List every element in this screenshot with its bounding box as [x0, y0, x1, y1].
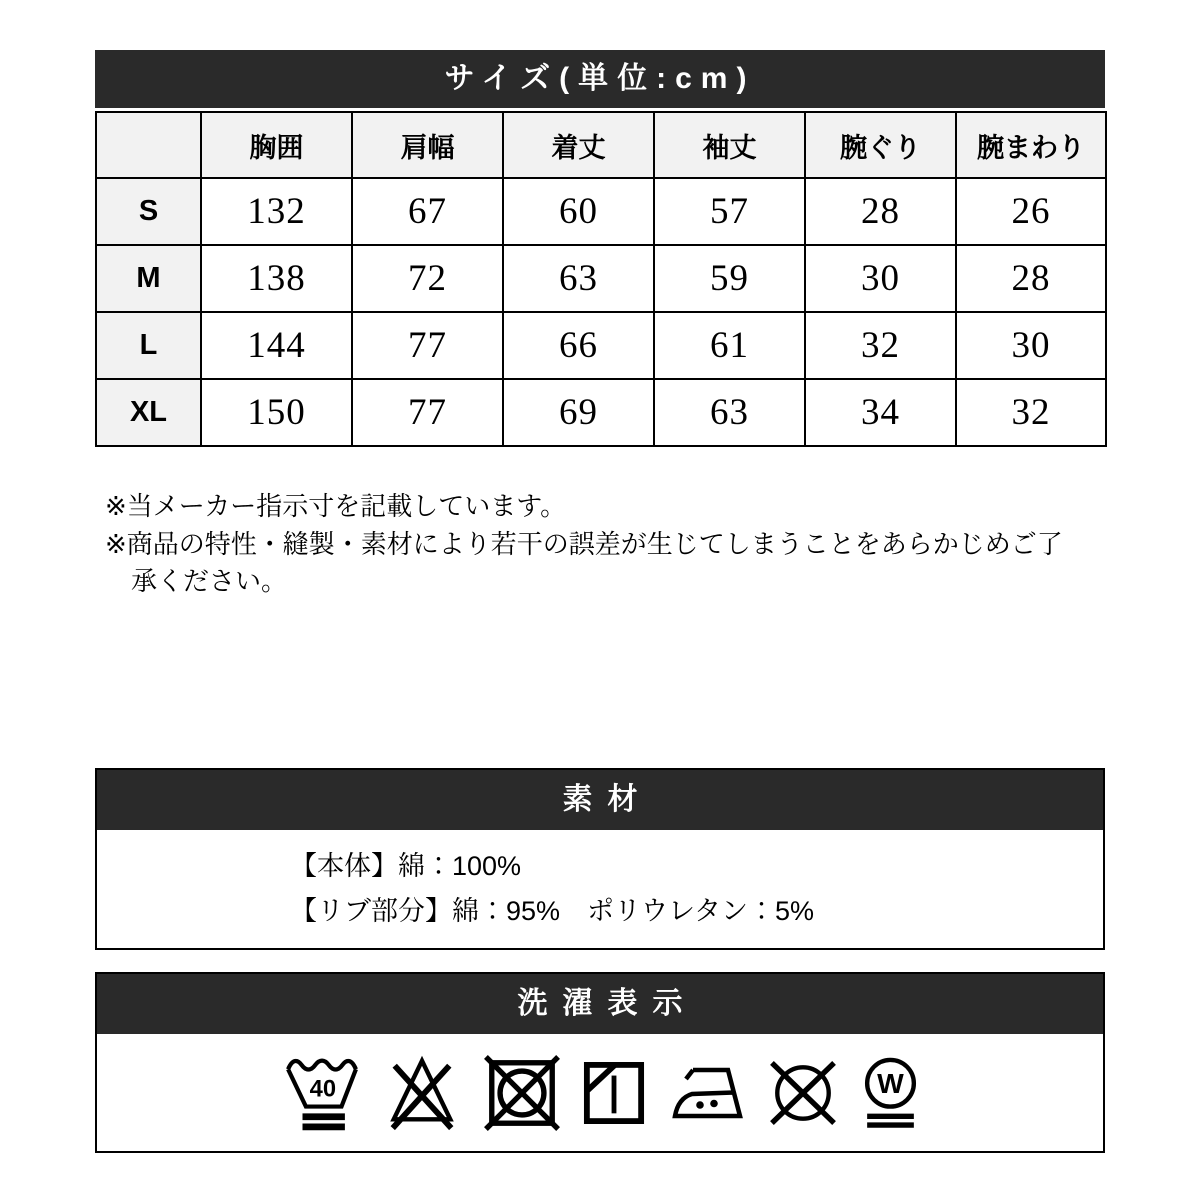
- iron-medium-icon: [667, 1065, 743, 1121]
- size-table-header-row: [96, 112, 1106, 178]
- size-value: 138: [201, 245, 352, 312]
- size-label: S: [96, 178, 201, 245]
- size-value: 67: [352, 178, 503, 245]
- laundry-section: [95, 972, 1105, 1153]
- column-header-chest: 胸囲: [201, 112, 352, 178]
- size-value: 63: [654, 379, 805, 446]
- do-not-bleach-icon: [383, 1054, 461, 1132]
- corner-cell: [96, 112, 201, 178]
- size-value: 150: [201, 379, 352, 446]
- size-value: 59: [654, 245, 805, 312]
- size-value: 66: [503, 312, 654, 379]
- column-header-sleeve: 袖丈: [654, 112, 805, 178]
- size-value: 26: [956, 178, 1106, 245]
- note-tolerance: [105, 526, 1125, 600]
- note-line: ※当メーカー指示寸を記載しています。: [105, 491, 567, 521]
- size-value: 72: [352, 245, 503, 312]
- material-title: 素材: [97, 770, 1103, 830]
- size-value: 77: [352, 312, 503, 379]
- size-row-m: [96, 245, 1106, 312]
- size-value: 28: [805, 178, 956, 245]
- size-value: 34: [805, 379, 956, 446]
- size-value: 32: [805, 312, 956, 379]
- size-row-xl: [96, 379, 1106, 446]
- size-value: 69: [503, 379, 654, 446]
- column-header-armhole: 腕ぐり: [805, 112, 956, 178]
- material-section: [95, 768, 1105, 950]
- size-table: [95, 111, 1107, 447]
- laundry-title: 洗濯表示: [97, 974, 1103, 1034]
- line-dry-in-shade-icon: [583, 1060, 645, 1126]
- size-value: 57: [654, 178, 805, 245]
- laundry-icons-row: [97, 1034, 1103, 1151]
- size-label: XL: [96, 379, 201, 446]
- size-value: 132: [201, 178, 352, 245]
- size-table-section: [95, 50, 1105, 447]
- size-value: 77: [352, 379, 503, 446]
- note-manufacturer-size: [105, 488, 1125, 525]
- size-row-s: [96, 178, 1106, 245]
- size-label: M: [96, 245, 201, 312]
- size-value: 28: [956, 245, 1106, 312]
- size-value: 60: [503, 178, 654, 245]
- column-header-shoulder: 肩幅: [352, 112, 503, 178]
- size-label: L: [96, 312, 201, 379]
- material-body: [97, 830, 1103, 934]
- size-value: 30: [956, 312, 1106, 379]
- note-line: 承ください。: [131, 566, 288, 596]
- size-value: 61: [654, 312, 805, 379]
- wet-clean-very-gentle-icon: [863, 1057, 918, 1129]
- size-table-title: サイズ(単位:cm): [95, 50, 1105, 108]
- column-header-length: 着丈: [503, 112, 654, 178]
- wet-clean-letter: W: [876, 1066, 904, 1099]
- size-row-l: [96, 312, 1106, 379]
- size-value: 30: [805, 245, 956, 312]
- material-line-rib: 【リブ部分】綿：95% ポリウレタン：5%: [290, 896, 814, 926]
- wash-40-icon: [283, 1052, 361, 1134]
- note-line: ※商品の特性・縫製・素材により若干の誤差が生じてしまうことをあらかじめご了: [105, 529, 1063, 559]
- do-not-tumble-dry-icon: [483, 1054, 561, 1132]
- size-value: 32: [956, 379, 1106, 446]
- wash-temp-label: 40: [309, 1075, 336, 1102]
- notes: [105, 488, 1125, 601]
- material-line-body: 【本体】綿：100%: [290, 851, 522, 881]
- size-value: 144: [201, 312, 352, 379]
- size-value: 63: [503, 245, 654, 312]
- column-header-arm-circumference: 腕まわり: [956, 112, 1106, 178]
- do-not-dry-clean-icon: [765, 1060, 841, 1126]
